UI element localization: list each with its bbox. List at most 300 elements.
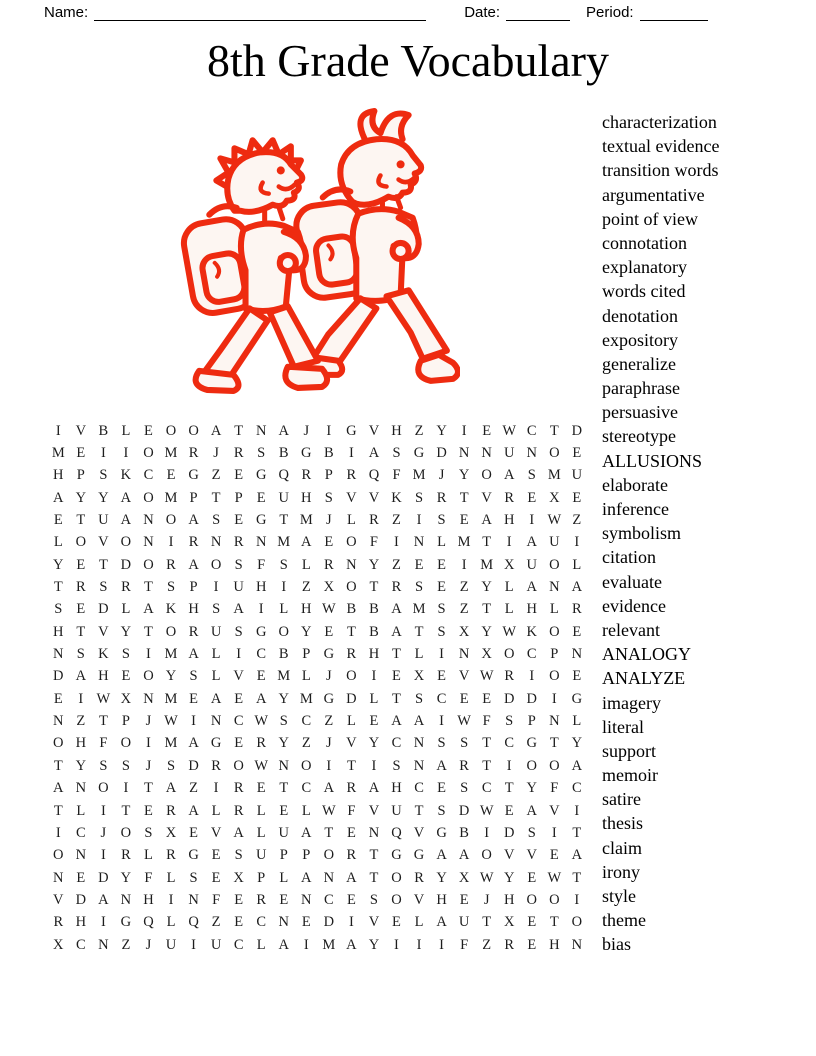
grid-letter: Z [301, 735, 311, 752]
grid-letter: M [299, 690, 313, 707]
grid-letter: R [436, 489, 447, 506]
grid-row [47, 621, 588, 643]
word-list-item: transition words [602, 160, 719, 181]
grid-letter: I [100, 445, 106, 462]
grid-letter: T [76, 623, 86, 640]
grid-letter: E [189, 824, 198, 841]
grid-letter: L [346, 713, 356, 730]
grid-letter: A [98, 891, 109, 908]
grid-letter: Z [211, 467, 221, 484]
grid-letter: W [479, 802, 494, 819]
grid-letter: Q [278, 467, 289, 484]
grid-letter: A [301, 534, 312, 551]
grid-letter: Z [482, 936, 492, 953]
grid-letter: T [53, 579, 63, 596]
grid-letter: U [233, 579, 244, 596]
grid-letter: P [527, 713, 536, 730]
grid-letter: N [458, 445, 470, 462]
grid-letter: L [166, 869, 176, 886]
grid-letter: Y [526, 780, 537, 797]
grid-letter: R [504, 668, 515, 685]
grid-letter: L [572, 713, 582, 730]
grid-row [47, 688, 588, 710]
grid-letter: U [278, 489, 289, 506]
grid-letter: L [301, 802, 311, 819]
grid-letter: R [391, 579, 402, 596]
grid-letter: K [165, 601, 177, 618]
grid-letter: W [479, 668, 494, 685]
grid-letter: E [53, 690, 63, 707]
word-list-item: connotation [602, 232, 687, 253]
grid-letter: E [527, 936, 537, 953]
grid-letter: A [143, 601, 154, 618]
grid-letter: G [255, 467, 267, 484]
grid-letter: E [527, 489, 537, 506]
grid-letter: S [369, 891, 378, 908]
grid-letter: C [233, 713, 244, 730]
grid-letter: F [347, 802, 356, 819]
grid-letter: L [211, 646, 221, 663]
grid-letter: P [302, 847, 311, 864]
grid-letter: B [346, 601, 357, 618]
grid-letter: D [75, 891, 87, 908]
grid-letter: C [301, 780, 312, 797]
grid-letter: B [369, 623, 379, 640]
grid-letter: A [210, 422, 222, 439]
grid-letter: I [506, 757, 512, 774]
grid-letter: G [188, 847, 199, 864]
word-list-item: satire [602, 789, 641, 810]
grid-letter: I [303, 936, 309, 953]
grid-letter: Z [572, 512, 582, 529]
grid-letter: S [460, 780, 469, 797]
grid-letter: C [414, 780, 424, 797]
grid-letter: T [53, 757, 63, 774]
grid-letter: V [233, 668, 244, 685]
word-list-item: denotation [602, 305, 678, 326]
grid-letter: A [323, 780, 335, 797]
grid-letter: S [392, 757, 401, 774]
grid-letter: A [188, 646, 199, 663]
grid-letter: E [76, 556, 86, 573]
grid-letter: W [502, 623, 517, 640]
grid-letter: C [526, 646, 537, 663]
grid-letter: J [326, 512, 332, 529]
grid-letter: R [414, 869, 424, 886]
grid-letter: E [166, 467, 176, 484]
grid-letter: E [459, 891, 469, 908]
grid-letter: Z [189, 780, 198, 797]
grid-letter: R [572, 601, 582, 618]
grid-letter: E [572, 489, 582, 506]
grid-letter: J [483, 891, 490, 908]
grid-letter: O [143, 489, 154, 506]
grid-letter: M [277, 534, 291, 551]
grid-letter: H [75, 735, 87, 752]
grid-letter: E [234, 735, 244, 752]
grid-letter: H [143, 891, 154, 908]
grid-letter: Q [391, 824, 402, 841]
grid-letter: G [571, 690, 583, 707]
grid-letter: Y [301, 623, 312, 640]
grid-letter: L [301, 556, 311, 573]
grid-letter: T [53, 802, 63, 819]
grid-letter: U [571, 467, 583, 484]
grid-row [47, 509, 588, 531]
grid-letter: F [369, 534, 378, 551]
grid-letter: Y [75, 489, 87, 506]
grid-letter: Q [188, 914, 199, 931]
grid-letter: W [254, 713, 269, 730]
grid-letter: H [301, 489, 312, 506]
grid-letter: C [256, 914, 267, 931]
grid-letter: R [233, 445, 244, 462]
grid-letter: I [100, 847, 106, 864]
grid-letter: A [526, 802, 537, 819]
grid-letter: P [189, 579, 198, 596]
grid-letter: C [233, 936, 244, 953]
grid-letter: M [480, 556, 494, 573]
grid-letter: O [481, 847, 492, 864]
word-list-item: explanatory [602, 257, 687, 278]
grid-letter: X [503, 556, 515, 573]
grid-letter: Q [368, 467, 380, 484]
grid-letter: E [324, 534, 334, 551]
grid-letter: X [165, 824, 177, 841]
grid-letter: I [55, 422, 61, 439]
grid-letter: Z [76, 713, 86, 730]
grid-letter: V [98, 623, 109, 640]
grid-letter: H [98, 668, 109, 685]
grid-letter: T [504, 780, 514, 797]
grid-letter: E [189, 690, 198, 707]
grid-letter: E [572, 623, 582, 640]
grid-letter: E [392, 668, 401, 685]
grid-letter: N [571, 646, 583, 663]
grid-letter: S [437, 601, 446, 618]
word-list-item: memoir [602, 765, 658, 786]
grid-letter: S [527, 824, 536, 841]
grid-letter: X [413, 668, 425, 685]
grid-letter: T [144, 579, 153, 596]
grid-letter: O [165, 623, 177, 640]
grid-letter: I [78, 690, 84, 707]
grid-letter: T [98, 713, 108, 730]
word-list-item: inference [602, 499, 669, 519]
grid-letter: T [346, 623, 356, 640]
grid-letter: M [164, 489, 178, 506]
grid-letter: I [574, 534, 580, 551]
grid-letter: E [392, 914, 401, 931]
grid-letter: N [120, 891, 132, 908]
grid-letter: N [210, 534, 222, 551]
grid-letter: G [120, 914, 132, 931]
grid-letter: J [145, 713, 152, 730]
grid-letter: T [144, 780, 153, 797]
grid-letter: R [346, 646, 357, 663]
grid-letter: Z [301, 579, 311, 596]
grid-letter: Z [459, 579, 469, 596]
grid-letter: C [391, 735, 402, 752]
grid-letter: S [234, 623, 243, 640]
grid-letter: L [53, 534, 63, 551]
grid-letter: C [526, 422, 537, 439]
grid-letter: L [121, 601, 131, 618]
grid-letter: B [278, 646, 289, 663]
grid-letter: I [146, 735, 151, 752]
grid-letter: T [459, 489, 469, 506]
grid-letter: D [571, 422, 583, 439]
grid-letter: N [481, 445, 492, 462]
word-list-item: evidence [602, 595, 666, 616]
grid-letter: H [301, 601, 312, 618]
grid-letter: S [257, 445, 266, 462]
grid-letter: I [55, 824, 61, 841]
grid-letter: S [437, 735, 446, 752]
grid-letter: I [439, 713, 444, 730]
grid-letter: D [503, 824, 515, 841]
grid-letter: X [503, 914, 515, 931]
grid-letter: L [504, 579, 514, 596]
grid-letter: V [413, 824, 425, 841]
grid-letter: A [391, 623, 402, 640]
word-list [602, 110, 719, 957]
grid-letter: E [482, 422, 492, 439]
grid-letter: I [529, 512, 535, 529]
grid-letter: C [324, 891, 334, 908]
word-list-item: paraphrase [602, 378, 680, 399]
grid-letter: M [164, 445, 178, 462]
grid-letter: N [143, 690, 154, 707]
grid-letter: E [234, 512, 244, 529]
grid-letter: C [481, 780, 492, 797]
word-list-item: generalize [602, 353, 676, 374]
grid-letter: R [459, 757, 469, 774]
grid-letter: L [256, 936, 266, 953]
grid-letter: T [482, 534, 492, 551]
grid-letter: A [436, 847, 447, 864]
grid-letter: N [278, 914, 289, 931]
grid-letter: O [278, 623, 289, 640]
grid-letter: R [188, 445, 199, 462]
grid-letter: A [278, 936, 289, 953]
grid-letter: A [165, 780, 177, 797]
grid-letter: R [346, 780, 357, 797]
grid-letter: V [368, 802, 380, 819]
grid-row [47, 465, 588, 487]
grid-letter: O [165, 422, 177, 439]
grid-letter: C [436, 690, 447, 707]
grid-letter: L [414, 914, 424, 931]
boy-front-shoe [285, 367, 327, 388]
grid-letter: W [547, 512, 562, 529]
grid-letter: H [368, 646, 380, 663]
grid-letter: Y [481, 623, 492, 640]
grid-letter: O [120, 824, 132, 841]
grid-row [47, 845, 588, 867]
grid-letter: T [144, 623, 153, 640]
grid-letter: O [233, 757, 244, 774]
grid-letter: E [256, 489, 266, 506]
grid-letter: A [458, 847, 470, 864]
grid-letter: T [121, 802, 131, 819]
grid-letter: Z [392, 556, 401, 573]
girl-front-leg [386, 290, 446, 358]
grid-letter: O [143, 668, 154, 685]
girl-front-shoe [418, 355, 458, 381]
grid-letter: G [391, 847, 402, 864]
grid-row [47, 599, 588, 621]
grid-letter: C [572, 780, 582, 797]
grid-letter: D [98, 601, 109, 618]
grid-letter: Y [98, 489, 109, 506]
grid-letter: B [459, 824, 469, 841]
grid-letter: M [457, 534, 471, 551]
grid-letter: A [571, 579, 583, 596]
word-list-item: persuasive [602, 402, 678, 423]
grid-letter: E [121, 668, 131, 685]
grid-letter: N [549, 579, 560, 596]
grid-row [47, 800, 588, 822]
grid-letter: Y [458, 467, 470, 484]
grid-letter: G [255, 512, 267, 529]
grid-letter: H [75, 914, 87, 931]
grid-letter: M [299, 512, 313, 529]
grid-letter: E [76, 445, 86, 462]
grid-letter: F [482, 713, 491, 730]
grid-letter: U [391, 802, 402, 819]
grid-letter: E [572, 445, 582, 462]
grid-letter: Y [436, 422, 447, 439]
grid-letter: M [412, 467, 426, 484]
grid-letter: F [550, 780, 559, 797]
grid-letter: M [164, 646, 178, 663]
grid-letter: V [368, 489, 380, 506]
grid-letter: F [99, 735, 108, 752]
grid-letter: U [278, 824, 289, 841]
word-list-item: claim [602, 837, 642, 858]
grid-letter: I [371, 668, 377, 685]
grid-letter: J [145, 936, 152, 953]
grid-letter: H [53, 623, 64, 640]
word-list-item: expository [602, 329, 678, 350]
grid-letter: W [547, 869, 562, 886]
grid-letter: E [144, 802, 153, 819]
grid-letter: S [505, 713, 514, 730]
grid-letter: I [213, 579, 219, 596]
grid-letter: J [326, 735, 332, 752]
grid-letter: E [211, 869, 221, 886]
grid-letter: C [504, 735, 515, 752]
grid-letter: G [413, 847, 425, 864]
grid-letter: T [549, 422, 559, 439]
grid-letter: R [166, 556, 176, 573]
grid-letter: F [212, 891, 221, 908]
grid-letter: N [75, 780, 87, 797]
grid-letter: I [326, 422, 332, 439]
grid-letter: D [98, 869, 109, 886]
grid-letter: A [233, 601, 244, 618]
grid-letter: N [413, 534, 425, 551]
grid-letter: E [324, 623, 334, 640]
grid-letter: O [165, 512, 177, 529]
grid-letter: R [324, 556, 334, 573]
grid-letter: P [76, 467, 85, 484]
grid-letter: J [303, 422, 310, 439]
grid-letter: O [75, 534, 87, 551]
grid-letter: U [210, 936, 222, 953]
grid-letter: S [234, 556, 243, 573]
grid-letter: S [460, 735, 469, 752]
grid-letter: V [526, 847, 537, 864]
grid-letter: A [120, 512, 132, 529]
grid-letter: Y [368, 735, 380, 752]
girl-figure [292, 111, 458, 381]
grid-letter: O [98, 780, 109, 797]
grid-letter: B [324, 445, 334, 462]
grid-letter: I [574, 802, 580, 819]
grid-letter: V [210, 824, 222, 841]
students-walking-illustration [168, 106, 460, 398]
grid-letter: N [75, 847, 87, 864]
grid-letter: E [527, 914, 537, 931]
grid-letter: O [143, 556, 154, 573]
grid-letter: O [526, 757, 537, 774]
boy-back-shoe [196, 371, 239, 391]
grid-letter: D [120, 556, 132, 573]
grid-letter: R [188, 623, 199, 640]
grid-letter: L [256, 824, 266, 841]
grid-letter: T [482, 601, 492, 618]
grid-letter: X [481, 646, 492, 663]
grid-letter: D [188, 757, 199, 774]
grid-letter: A [368, 780, 380, 797]
grid-letter: G [436, 824, 447, 841]
grid-letter: Y [165, 668, 177, 685]
grid-letter: C [301, 713, 312, 730]
grid-letter: M [164, 735, 178, 752]
grid-letter: A [188, 512, 199, 529]
grid-letter: Z [211, 914, 221, 931]
grid-letter: O [526, 891, 537, 908]
grid-letter: F [257, 556, 266, 573]
grid-letter: G [346, 422, 357, 439]
grid-letter: H [391, 780, 402, 797]
grid-letter: I [281, 579, 287, 596]
page-title: 8th Grade Vocabulary [207, 35, 609, 86]
grid-letter: R [369, 512, 379, 529]
word-list-item: support [602, 740, 656, 761]
boy-fist [280, 255, 296, 271]
grid-letter: T [572, 824, 582, 841]
grid-letter: N [301, 891, 312, 908]
grid-letter: H [503, 512, 515, 529]
grid-letter: S [414, 690, 424, 707]
grid-letter: L [437, 534, 446, 551]
grid-letter: I [100, 914, 106, 931]
grid-letter: K [98, 646, 109, 663]
grid-letter: L [211, 668, 221, 685]
grid-letter: Y [503, 869, 515, 886]
grid-letter: S [166, 757, 176, 774]
grid-letter: I [258, 601, 264, 618]
grid-letter: T [482, 914, 492, 931]
grid-row [47, 554, 588, 576]
grid-letter: V [368, 422, 380, 439]
grid-letter: E [53, 512, 63, 529]
grid-letter: G [188, 467, 199, 484]
grid-letter: L [256, 802, 266, 819]
